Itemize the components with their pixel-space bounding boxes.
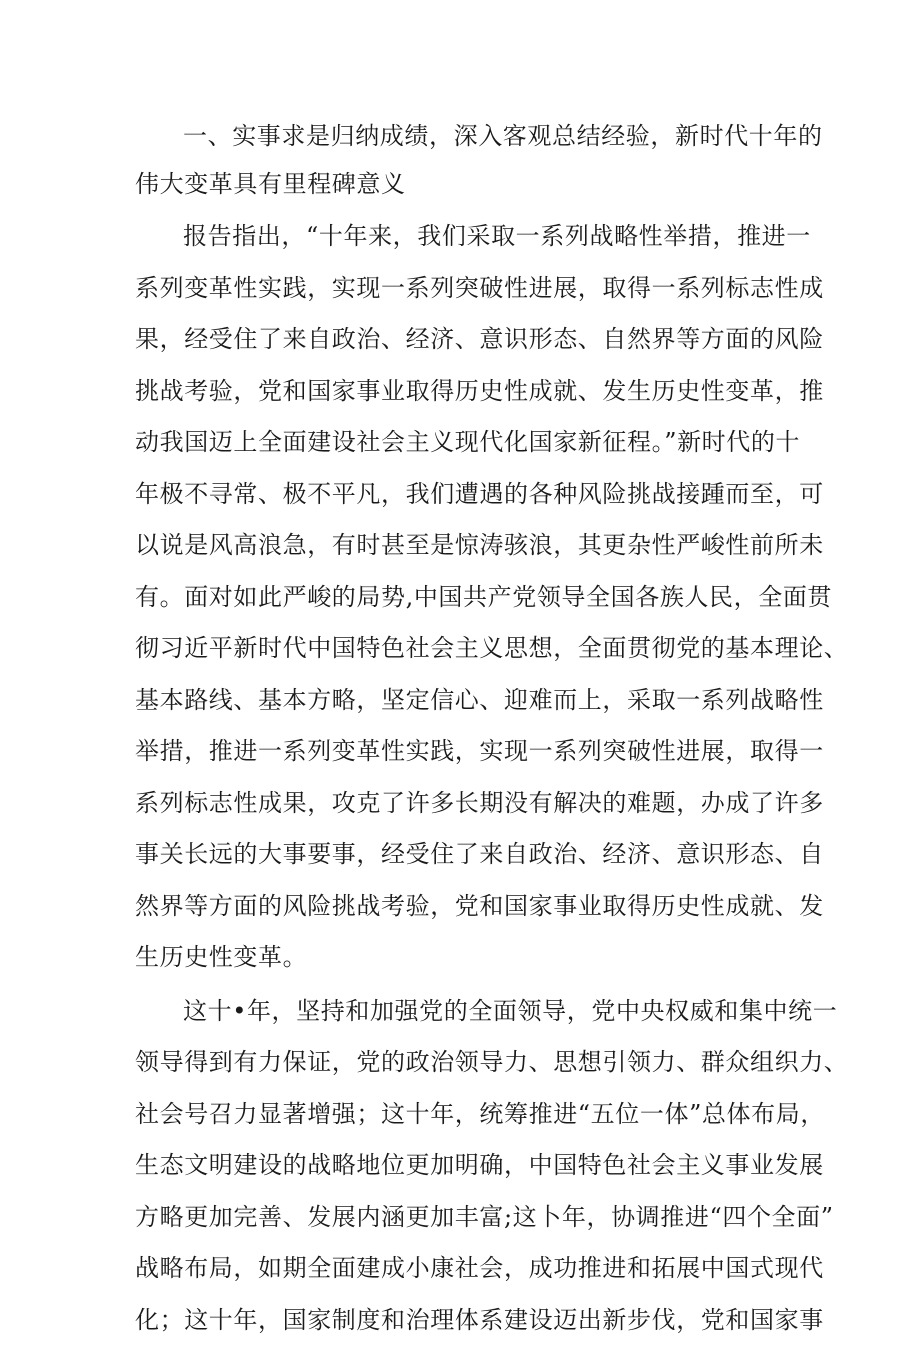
paragraph-line: 方略更加完善、发展内涵更加丰富;这卜年，协调推进“四个全面” (135, 1192, 795, 1244)
paragraph-line: 生态文明建设的战略地位更加明确，中国特色社会主义事业发展 (135, 1140, 795, 1192)
paragraph-line: 然界等方面的风险挑战考验，党和国家事业取得历史性成就、发 (135, 881, 795, 933)
paragraph-ten-years (135, 986, 795, 1346)
paragraph-line: 战略布局，如期全面建成小康社会，成功推进和拓展中国式现代 (135, 1243, 795, 1295)
document-body (135, 112, 795, 1346)
paragraph-line: 动我国迈上全面建设社会主义现代化国家新征程。”新时代的十 (135, 417, 795, 469)
paragraph-line: 领导得到有力保证，党的政治领导力、思想引领力、群众组织力、 (135, 1037, 795, 1089)
paragraph-line: 报告指出，“十年来，我们采取一系列战略性举措，推进一 (135, 211, 795, 263)
paragraph-line: 事关长远的大事要事，经受住了来自政治、经济、意识形态、自 (135, 829, 795, 881)
paragraph-line: 生历史性变革。 (135, 932, 795, 984)
paragraph-line: 系列变革性实践，实现一系列突破性进展，取得一系列标志性成 (135, 263, 795, 315)
paragraph-line: 有。面对如此严峻的局势,中国共产党领导全国各族人民，全面贯 (135, 572, 795, 624)
paragraph-line: 这十•年，坚持和加强党的全面领导，党中央权威和集中统一 (135, 986, 795, 1038)
heading-line: 伟大变革具有里程碑意义 (135, 160, 795, 208)
paragraph-line: 以说是风高浪急，有时甚至是惊涛骇浪，其更杂性严峻性前所未 (135, 520, 795, 572)
paragraph-line: 果，经受住了来自政治、经济、意识形态、自然界等方面的风险 (135, 314, 795, 366)
heading-line: 一、实事求是归纳成绩，深入客观总结经验，新时代十年的 (135, 112, 795, 160)
paragraph-line: 社会号召力显著增强；这十年，统筹推进“五位一体”总体布局， (135, 1089, 795, 1141)
paragraph-line: 举措，推进一系列变革性实践，实现一系列突破性进展，取得一 (135, 726, 795, 778)
paragraph-line: 基本路线、基本方略，坚定信心、迎难而上，采取一系列战略性 (135, 675, 795, 727)
section-heading (135, 112, 795, 208)
paragraph-report-summary (135, 211, 795, 984)
paragraph-line: 挑战考验，党和国家事业取得历史性成就、发生历史性变革，推 (135, 366, 795, 418)
paragraph-line: 化；这十年，国家制度和治理体系建设迈出新步伐，党和国家事 (135, 1295, 795, 1346)
paragraph-line: 系列标志性成果，攻克了许多长期没有解决的难题，办成了许多 (135, 778, 795, 830)
paragraph-line: 年极不寻常、极不平凡，我们遭遇的各种风险挑战接踵而至，可 (135, 469, 795, 521)
paragraph-line: 彻习近平新时代中国特色社会主义思想，全面贯彻党的基本理论、 (135, 623, 795, 675)
